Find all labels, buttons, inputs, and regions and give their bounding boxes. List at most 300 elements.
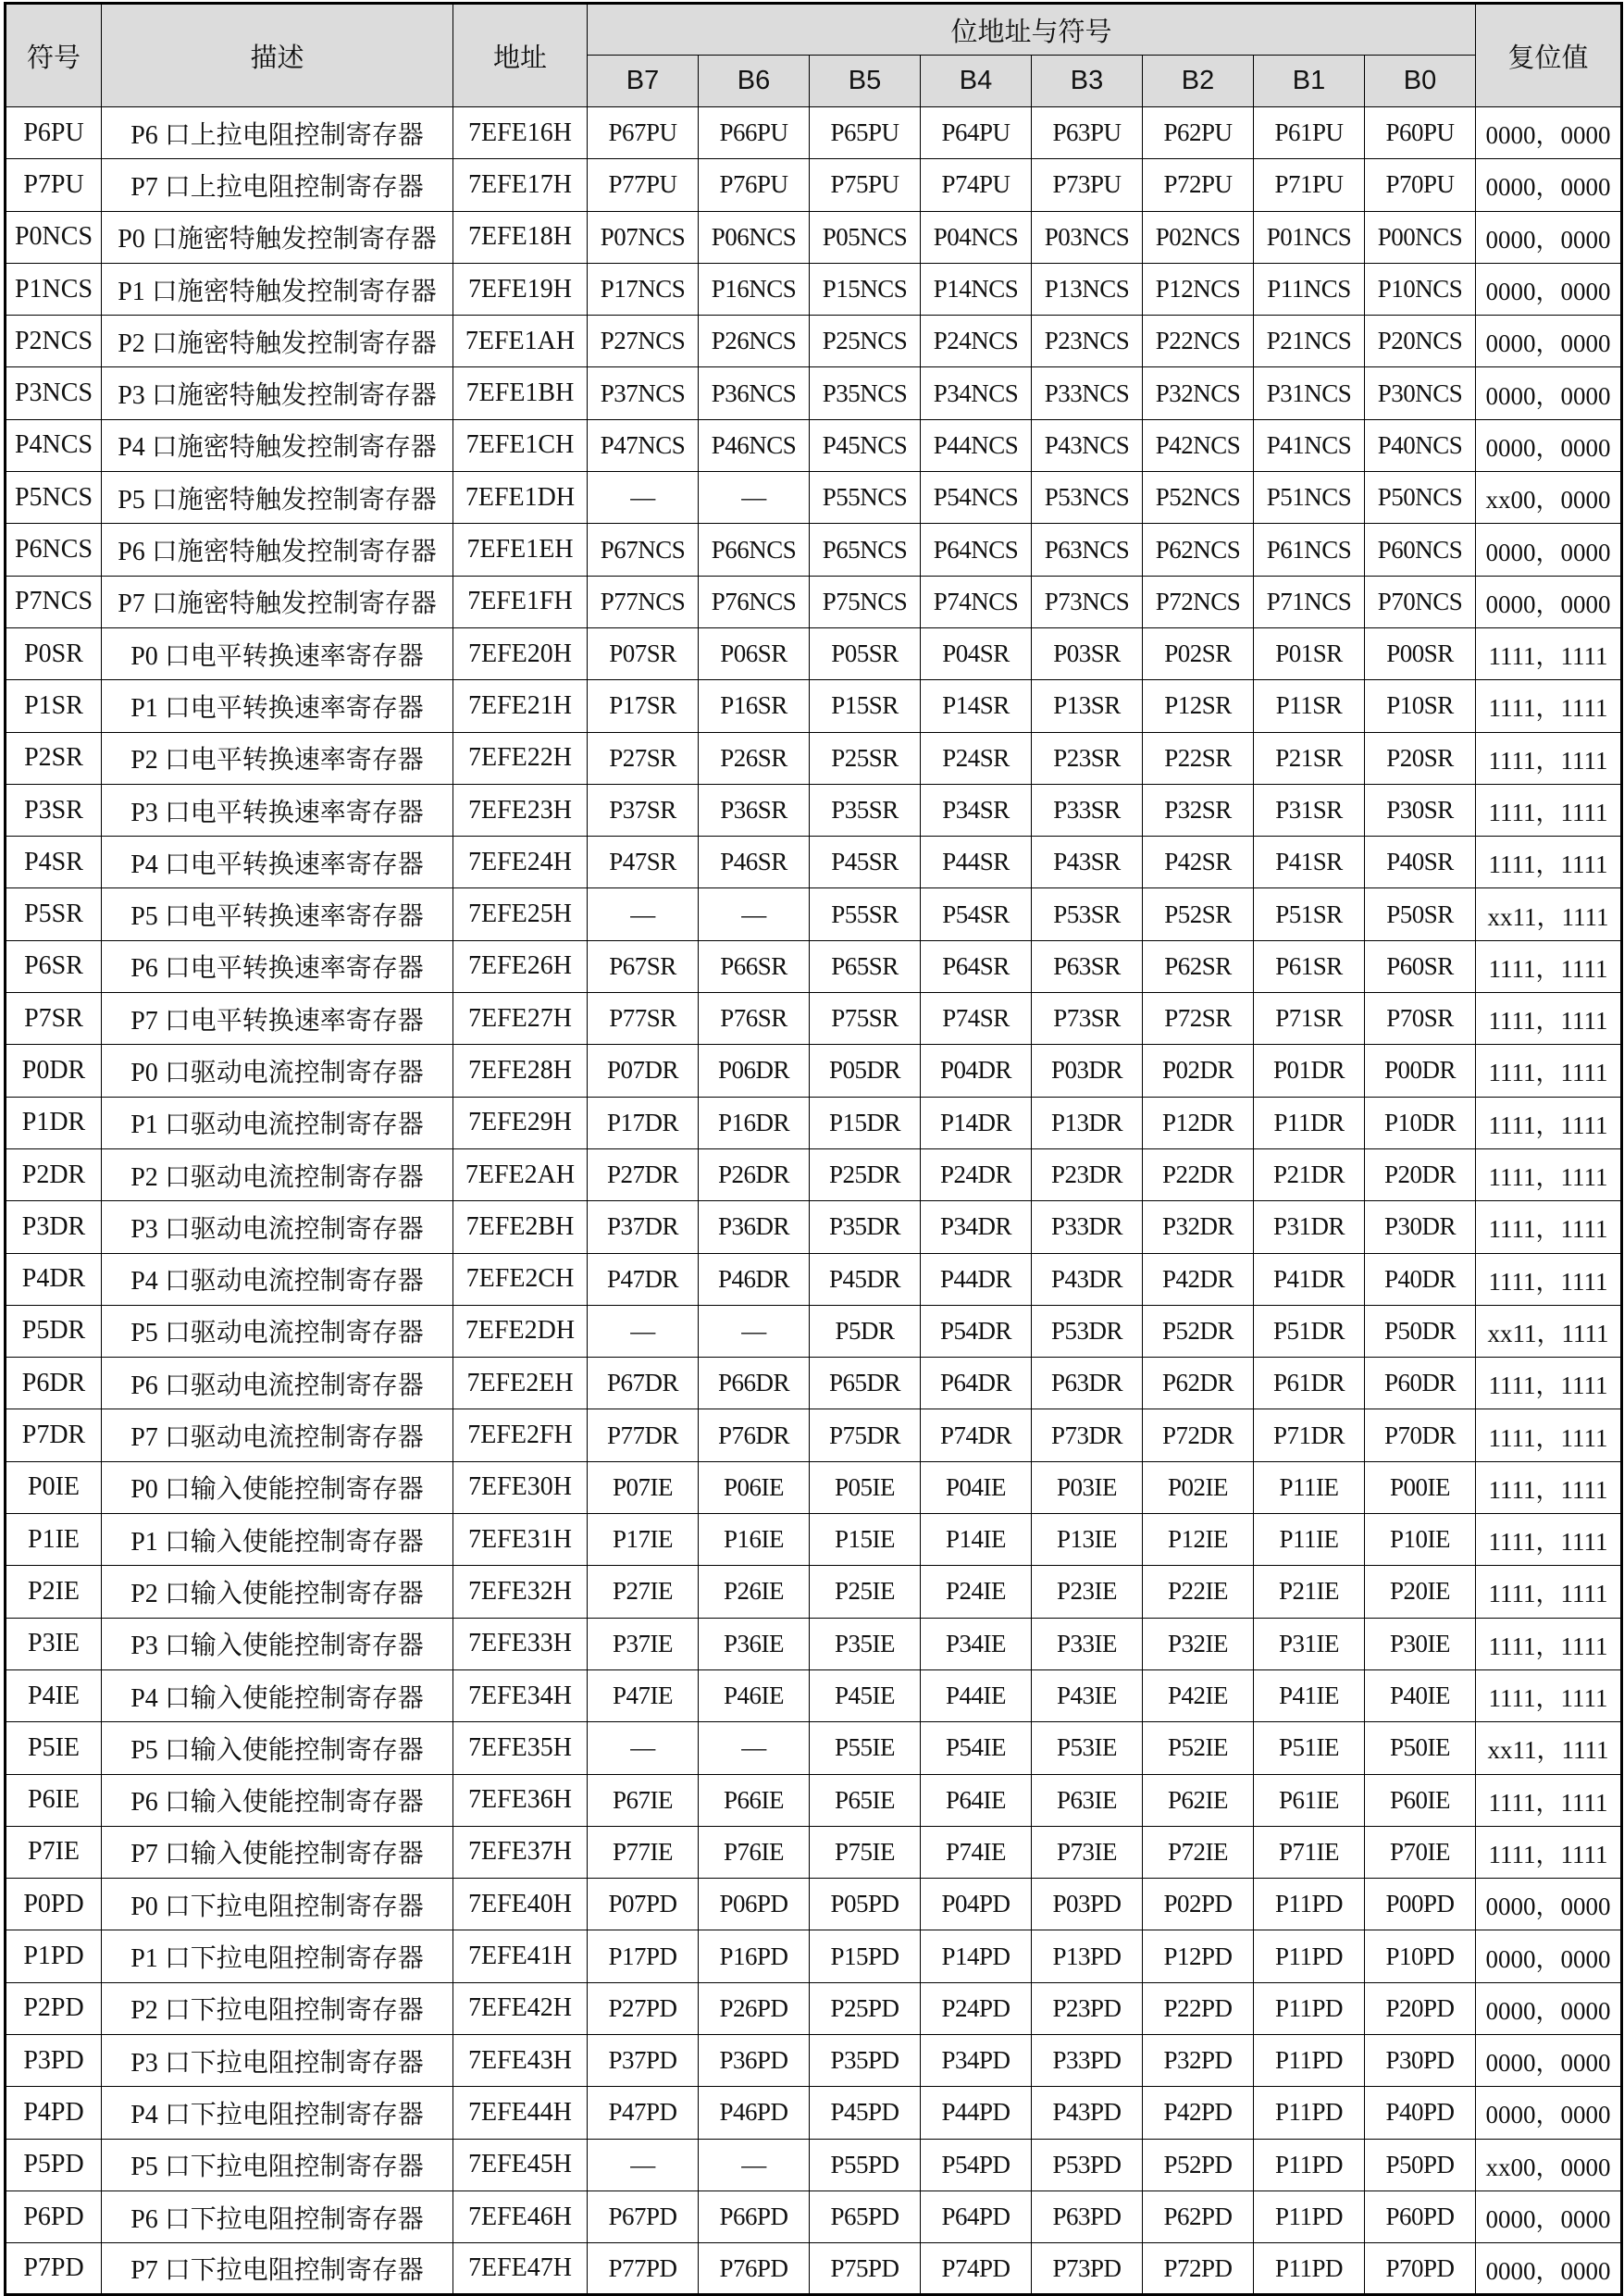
bit-symbol-b7: — bbox=[588, 472, 699, 524]
bit-symbol-b5: P05NCS bbox=[810, 211, 921, 263]
reset-value: 1111，1111 bbox=[1476, 1826, 1622, 1878]
register-description: P3 口电平转换速率寄存器 bbox=[102, 784, 453, 836]
bit-symbol-b7: P77DR bbox=[588, 1409, 699, 1461]
register-description: P0 口下拉电阻控制寄存器 bbox=[102, 1879, 453, 1930]
register-description: P6 口驱动电流控制寄存器 bbox=[102, 1358, 453, 1409]
register-address: 7EFE23H bbox=[453, 784, 588, 836]
bit-symbol-b6: P66IE bbox=[699, 1774, 810, 1826]
bit-symbol-b7: P67DR bbox=[588, 1358, 699, 1409]
table-row bbox=[6, 837, 1622, 888]
table-row bbox=[6, 993, 1622, 1045]
bit-symbol-b5: P25SR bbox=[810, 732, 921, 784]
bit-symbol-b4: P54NCS bbox=[921, 472, 1032, 524]
reset-value: 0000，0000 bbox=[1476, 211, 1622, 263]
bit-symbol-b7: P77IE bbox=[588, 1826, 699, 1878]
register-address: 7EFE16H bbox=[453, 107, 588, 159]
bit-symbol-b4: P54PD bbox=[921, 2139, 1032, 2191]
bit-symbol-b7: — bbox=[588, 888, 699, 940]
bit-symbol-b1: P41IE bbox=[1254, 1669, 1365, 1721]
bit-symbol-b5: P15NCS bbox=[810, 263, 921, 315]
header-bit-b0: B0 bbox=[1365, 56, 1476, 107]
register-address: 7EFE24H bbox=[453, 837, 588, 888]
register-description: P7 口施密特触发控制寄存器 bbox=[102, 576, 453, 627]
bit-symbol-b6: P76IE bbox=[699, 1826, 810, 1878]
register-symbol: P6DR bbox=[6, 1358, 102, 1409]
bit-symbol-b7: P17PD bbox=[588, 1930, 699, 1982]
bit-symbol-b0: P60PU bbox=[1365, 107, 1476, 159]
bit-symbol-b4: P74SR bbox=[921, 993, 1032, 1045]
bit-symbol-b2: P12IE bbox=[1143, 1514, 1254, 1566]
bit-symbol-b7: P37NCS bbox=[588, 367, 699, 419]
bit-symbol-b0: P30DR bbox=[1365, 1201, 1476, 1253]
bit-symbol-b6: P36IE bbox=[699, 1618, 810, 1669]
table-row bbox=[6, 1774, 1622, 1826]
bit-symbol-b3: P13DR bbox=[1032, 1097, 1143, 1148]
bit-symbol-b6: P06DR bbox=[699, 1045, 810, 1097]
register-description: P4 口下拉电阻控制寄存器 bbox=[102, 2087, 453, 2139]
bit-symbol-b3: P53PD bbox=[1032, 2139, 1143, 2191]
bit-symbol-b1: P31DR bbox=[1254, 1201, 1365, 1253]
bit-symbol-b3: P23SR bbox=[1032, 732, 1143, 784]
bit-symbol-b0: P40SR bbox=[1365, 837, 1476, 888]
header-symbol: 符号 bbox=[6, 4, 102, 107]
bit-symbol-b0: P60IE bbox=[1365, 1774, 1476, 1826]
bit-symbol-b2: P52DR bbox=[1143, 1305, 1254, 1357]
register-symbol: P2IE bbox=[6, 1566, 102, 1618]
register-description: P4 口输入使能控制寄存器 bbox=[102, 1669, 453, 1721]
bit-symbol-b3: P03IE bbox=[1032, 1461, 1143, 1513]
bit-symbol-b4: P14NCS bbox=[921, 263, 1032, 315]
bit-symbol-b2: P52SR bbox=[1143, 888, 1254, 940]
register-address: 7EFE30H bbox=[453, 1461, 588, 1513]
header-bit-b7: B7 bbox=[588, 56, 699, 107]
bit-symbol-b7: P07SR bbox=[588, 627, 699, 679]
table-row bbox=[6, 2087, 1622, 2139]
bit-symbol-b2: P62PU bbox=[1143, 107, 1254, 159]
bit-symbol-b5: P45NCS bbox=[810, 419, 921, 471]
bit-symbol-b0: P60SR bbox=[1365, 940, 1476, 992]
bit-symbol-b0: P10NCS bbox=[1365, 263, 1476, 315]
reset-value: 1111，1111 bbox=[1476, 1097, 1622, 1148]
register-description: P5 口电平转换速率寄存器 bbox=[102, 888, 453, 940]
register-address: 7EFE2FH bbox=[453, 1409, 588, 1461]
register-description: P7 口输入使能控制寄存器 bbox=[102, 1826, 453, 1878]
register-symbol: P5SR bbox=[6, 888, 102, 940]
register-description: P2 口施密特触发控制寄存器 bbox=[102, 316, 453, 367]
register-address: 7EFE42H bbox=[453, 1982, 588, 2034]
bit-symbol-b5: P55PD bbox=[810, 2139, 921, 2191]
bit-symbol-b0: P70PD bbox=[1365, 2243, 1476, 2295]
bit-symbol-b0: P40PD bbox=[1365, 2087, 1476, 2139]
bit-symbol-b3: P23DR bbox=[1032, 1148, 1143, 1200]
register-symbol: P1DR bbox=[6, 1097, 102, 1148]
bit-symbol-b3: P53NCS bbox=[1032, 472, 1143, 524]
bit-symbol-b2: P22PD bbox=[1143, 1982, 1254, 2034]
register-symbol: P0IE bbox=[6, 1461, 102, 1513]
table-row bbox=[6, 1305, 1622, 1357]
bit-symbol-b5: P15DR bbox=[810, 1097, 921, 1148]
reset-value: 1111，1111 bbox=[1476, 1566, 1622, 1618]
bit-symbol-b1: P21NCS bbox=[1254, 316, 1365, 367]
register-symbol: P0NCS bbox=[6, 211, 102, 263]
table-row bbox=[6, 1358, 1622, 1409]
bit-symbol-b0: P40IE bbox=[1365, 1669, 1476, 1721]
register-symbol: P6PU bbox=[6, 107, 102, 159]
register-address: 7EFE45H bbox=[453, 2139, 588, 2191]
bit-symbol-b1: P11PD bbox=[1254, 1930, 1365, 1982]
register-address: 7EFE33H bbox=[453, 1618, 588, 1669]
bit-symbol-b2: P72DR bbox=[1143, 1409, 1254, 1461]
bit-symbol-b6: P46PD bbox=[699, 2087, 810, 2139]
register-symbol: P7SR bbox=[6, 993, 102, 1045]
reset-value: 0000，0000 bbox=[1476, 159, 1622, 211]
register-description: P6 口输入使能控制寄存器 bbox=[102, 1774, 453, 1826]
bit-symbol-b3: P33NCS bbox=[1032, 367, 1143, 419]
bit-symbol-b3: P63IE bbox=[1032, 1774, 1143, 1826]
bit-symbol-b5: P35IE bbox=[810, 1618, 921, 1669]
reset-value: 0000，0000 bbox=[1476, 316, 1622, 367]
bit-symbol-b1: P61IE bbox=[1254, 1774, 1365, 1826]
table-row bbox=[6, 732, 1622, 784]
register-description: P7 口下拉电阻控制寄存器 bbox=[102, 2243, 453, 2295]
reset-value: xx00，0000 bbox=[1476, 2139, 1622, 2191]
bit-symbol-b3: P03SR bbox=[1032, 627, 1143, 679]
register-address: 7EFE44H bbox=[453, 2087, 588, 2139]
bit-symbol-b0: P50DR bbox=[1365, 1305, 1476, 1357]
bit-symbol-b4: P64IE bbox=[921, 1774, 1032, 1826]
bit-symbol-b5: P05IE bbox=[810, 1461, 921, 1513]
bit-symbol-b7: P77SR bbox=[588, 993, 699, 1045]
bit-symbol-b1: P11PD bbox=[1254, 1982, 1365, 2034]
bit-symbol-b1: P71PU bbox=[1254, 159, 1365, 211]
bit-symbol-b7: P37IE bbox=[588, 1618, 699, 1669]
bit-symbol-b6: P16SR bbox=[699, 680, 810, 732]
bit-symbol-b2: P52IE bbox=[1143, 1722, 1254, 1774]
bit-symbol-b1: P01DR bbox=[1254, 1045, 1365, 1097]
table-row bbox=[6, 1930, 1622, 1982]
bit-symbol-b2: P22DR bbox=[1143, 1148, 1254, 1200]
bit-symbol-b5: P5DR bbox=[810, 1305, 921, 1357]
bit-symbol-b2: P12DR bbox=[1143, 1097, 1254, 1148]
register-symbol: P1SR bbox=[6, 680, 102, 732]
bit-symbol-b4: P64SR bbox=[921, 940, 1032, 992]
bit-symbol-b7: P27SR bbox=[588, 732, 699, 784]
bit-symbol-b1: P11IE bbox=[1254, 1514, 1365, 1566]
table-row bbox=[6, 2243, 1622, 2295]
reset-value: xx11，1111 bbox=[1476, 1722, 1622, 1774]
bit-symbol-b5: P55IE bbox=[810, 1722, 921, 1774]
bit-symbol-b1: P51SR bbox=[1254, 888, 1365, 940]
bit-symbol-b6: P06SR bbox=[699, 627, 810, 679]
register-symbol: P3PD bbox=[6, 2034, 102, 2086]
bit-symbol-b4: P14DR bbox=[921, 1097, 1032, 1148]
bit-symbol-b3: P33PD bbox=[1032, 2034, 1143, 2086]
bit-symbol-b7: P67NCS bbox=[588, 524, 699, 576]
reset-value: 0000，0000 bbox=[1476, 263, 1622, 315]
bit-symbol-b4: P34SR bbox=[921, 784, 1032, 836]
bit-symbol-b1: P11SR bbox=[1254, 680, 1365, 732]
bit-symbol-b6: — bbox=[699, 2139, 810, 2191]
register-description: P3 口下拉电阻控制寄存器 bbox=[102, 2034, 453, 2086]
bit-symbol-b7: P37SR bbox=[588, 784, 699, 836]
bit-symbol-b2: P42PD bbox=[1143, 2087, 1254, 2139]
bit-symbol-b6: P26IE bbox=[699, 1566, 810, 1618]
bit-symbol-b1: P21DR bbox=[1254, 1148, 1365, 1200]
reset-value: 1111，1111 bbox=[1476, 1045, 1622, 1097]
reset-value: 1111，1111 bbox=[1476, 1358, 1622, 1409]
bit-symbol-b5: P45DR bbox=[810, 1253, 921, 1305]
reset-value: 1111，1111 bbox=[1476, 784, 1622, 836]
bit-symbol-b2: P02IE bbox=[1143, 1461, 1254, 1513]
bit-symbol-b1: P31IE bbox=[1254, 1618, 1365, 1669]
register-symbol: P4NCS bbox=[6, 419, 102, 471]
register-address: 7EFE2AH bbox=[453, 1148, 588, 1200]
bit-symbol-b5: P25NCS bbox=[810, 316, 921, 367]
bit-symbol-b2: P02PD bbox=[1143, 1879, 1254, 1930]
bit-symbol-b6: P06NCS bbox=[699, 211, 810, 263]
table-row bbox=[6, 1514, 1622, 1566]
register-address: 7EFE1AH bbox=[453, 316, 588, 367]
bit-symbol-b7: P77NCS bbox=[588, 576, 699, 627]
bit-symbol-b5: P05DR bbox=[810, 1045, 921, 1097]
bit-symbol-b7: P77PD bbox=[588, 2243, 699, 2295]
bit-symbol-b3: P43DR bbox=[1032, 1253, 1143, 1305]
bit-symbol-b7: P47DR bbox=[588, 1253, 699, 1305]
register-address: 7EFE28H bbox=[453, 1045, 588, 1097]
register-symbol: P6NCS bbox=[6, 524, 102, 576]
bit-symbol-b4: P04PD bbox=[921, 1879, 1032, 1930]
bit-symbol-b0: P40NCS bbox=[1365, 419, 1476, 471]
bit-symbol-b4: P24DR bbox=[921, 1148, 1032, 1200]
bit-symbol-b0: P60PD bbox=[1365, 2191, 1476, 2242]
table-row bbox=[6, 316, 1622, 367]
bit-symbol-b4: P44IE bbox=[921, 1669, 1032, 1721]
bit-symbol-b7: P67PD bbox=[588, 2191, 699, 2242]
bit-symbol-b1: P41DR bbox=[1254, 1253, 1365, 1305]
table-row bbox=[6, 419, 1622, 471]
bit-symbol-b1: P41NCS bbox=[1254, 419, 1365, 471]
bit-symbol-b7: P27NCS bbox=[588, 316, 699, 367]
bit-symbol-b5: P25IE bbox=[810, 1566, 921, 1618]
register-address: 7EFE27H bbox=[453, 993, 588, 1045]
bit-symbol-b5: P45PD bbox=[810, 2087, 921, 2139]
bit-symbol-b7: P47PD bbox=[588, 2087, 699, 2139]
reset-value: 1111，1111 bbox=[1476, 732, 1622, 784]
bit-symbol-b6: P66DR bbox=[699, 1358, 810, 1409]
table-row bbox=[6, 576, 1622, 627]
bit-symbol-b5: P25DR bbox=[810, 1148, 921, 1200]
bit-symbol-b2: P12SR bbox=[1143, 680, 1254, 732]
bit-symbol-b3: P23NCS bbox=[1032, 316, 1143, 367]
bit-symbol-b4: P74DR bbox=[921, 1409, 1032, 1461]
table-row bbox=[6, 2191, 1622, 2242]
register-address: 7EFE46H bbox=[453, 2191, 588, 2242]
table-row bbox=[6, 1618, 1622, 1669]
bit-symbol-b0: P10DR bbox=[1365, 1097, 1476, 1148]
bit-symbol-b4: P04SR bbox=[921, 627, 1032, 679]
bit-symbol-b3: P53DR bbox=[1032, 1305, 1143, 1357]
bit-symbol-b1: P01NCS bbox=[1254, 211, 1365, 263]
reset-value: 1111，1111 bbox=[1476, 1774, 1622, 1826]
reset-value: 0000，0000 bbox=[1476, 419, 1622, 471]
bit-symbol-b1: P71IE bbox=[1254, 1826, 1365, 1878]
bit-symbol-b7: P27DR bbox=[588, 1148, 699, 1200]
bit-symbol-b0: P50IE bbox=[1365, 1722, 1476, 1774]
bit-symbol-b3: P63PD bbox=[1032, 2191, 1143, 2242]
bit-symbol-b6: P76SR bbox=[699, 993, 810, 1045]
bit-symbol-b3: P63SR bbox=[1032, 940, 1143, 992]
register-address: 7EFE36H bbox=[453, 1774, 588, 1826]
register-address: 7EFE25H bbox=[453, 888, 588, 940]
bit-symbol-b7: P17NCS bbox=[588, 263, 699, 315]
bit-symbol-b0: P50SR bbox=[1365, 888, 1476, 940]
bit-symbol-b6: P66PU bbox=[699, 107, 810, 159]
reset-value: 0000，0000 bbox=[1476, 367, 1622, 419]
table-row bbox=[6, 2034, 1622, 2086]
bit-symbol-b7: P17IE bbox=[588, 1514, 699, 1566]
bit-symbol-b7: — bbox=[588, 1722, 699, 1774]
table-row bbox=[6, 1982, 1622, 2034]
register-symbol: P5IE bbox=[6, 1722, 102, 1774]
bit-symbol-b2: P32PD bbox=[1143, 2034, 1254, 2086]
bit-symbol-b5: P45SR bbox=[810, 837, 921, 888]
table-row bbox=[6, 1201, 1622, 1253]
bit-symbol-b2: P62IE bbox=[1143, 1774, 1254, 1826]
bit-symbol-b2: P02SR bbox=[1143, 627, 1254, 679]
bit-symbol-b1: P61DR bbox=[1254, 1358, 1365, 1409]
register-description: P2 口驱动电流控制寄存器 bbox=[102, 1148, 453, 1200]
register-address: 7EFE26H bbox=[453, 940, 588, 992]
bit-symbol-b6: P16PD bbox=[699, 1930, 810, 1982]
bit-symbol-b2: P62NCS bbox=[1143, 524, 1254, 576]
register-description: P6 口上拉电阻控制寄存器 bbox=[102, 107, 453, 159]
register-symbol: P5NCS bbox=[6, 472, 102, 524]
bit-symbol-b4: P24IE bbox=[921, 1566, 1032, 1618]
bit-symbol-b0: P10IE bbox=[1365, 1514, 1476, 1566]
bit-symbol-b2: P32SR bbox=[1143, 784, 1254, 836]
register-description: P0 口驱动电流控制寄存器 bbox=[102, 1045, 453, 1097]
bit-symbol-b3: P33DR bbox=[1032, 1201, 1143, 1253]
bit-symbol-b2: P32DR bbox=[1143, 1201, 1254, 1253]
table-row bbox=[6, 1879, 1622, 1930]
register-symbol: P4PD bbox=[6, 2087, 102, 2139]
bit-symbol-b2: P72NCS bbox=[1143, 576, 1254, 627]
bit-symbol-b4: P64NCS bbox=[921, 524, 1032, 576]
register-description: P6 口施密特触发控制寄存器 bbox=[102, 524, 453, 576]
register-symbol: P7DR bbox=[6, 1409, 102, 1461]
register-symbol: P7PU bbox=[6, 159, 102, 211]
bit-symbol-b0: P00DR bbox=[1365, 1045, 1476, 1097]
bit-symbol-b3: P03NCS bbox=[1032, 211, 1143, 263]
bit-symbol-b6: P06IE bbox=[699, 1461, 810, 1513]
bit-symbol-b1: P11NCS bbox=[1254, 263, 1365, 315]
table-row bbox=[6, 627, 1622, 679]
bit-symbol-b2: P62DR bbox=[1143, 1358, 1254, 1409]
table-row bbox=[6, 680, 1622, 732]
register-description: P6 口下拉电阻控制寄存器 bbox=[102, 2191, 453, 2242]
bit-symbol-b2: P72PU bbox=[1143, 159, 1254, 211]
bit-symbol-b0: P50PD bbox=[1365, 2139, 1476, 2191]
bit-symbol-b4: P74PU bbox=[921, 159, 1032, 211]
bit-symbol-b2: P42SR bbox=[1143, 837, 1254, 888]
reset-value: 1111，1111 bbox=[1476, 1618, 1622, 1669]
register-symbol: P5PD bbox=[6, 2139, 102, 2191]
bit-symbol-b3: P73IE bbox=[1032, 1826, 1143, 1878]
bit-symbol-b5: P55NCS bbox=[810, 472, 921, 524]
bit-symbol-b1: P31NCS bbox=[1254, 367, 1365, 419]
bit-symbol-b1: P11PD bbox=[1254, 2034, 1365, 2086]
bit-symbol-b2: P02DR bbox=[1143, 1045, 1254, 1097]
bit-symbol-b5: P75IE bbox=[810, 1826, 921, 1878]
bit-symbol-b6: P46SR bbox=[699, 837, 810, 888]
bit-symbol-b5: P05SR bbox=[810, 627, 921, 679]
reset-value: 0000，0000 bbox=[1476, 1930, 1622, 1982]
reset-value: 1111，1111 bbox=[1476, 993, 1622, 1045]
bit-symbol-b0: P00PD bbox=[1365, 1879, 1476, 1930]
bit-symbol-b7: P47NCS bbox=[588, 419, 699, 471]
bit-symbol-b7: P67SR bbox=[588, 940, 699, 992]
register-symbol: P2SR bbox=[6, 732, 102, 784]
bit-symbol-b7: P17SR bbox=[588, 680, 699, 732]
bit-symbol-b6: — bbox=[699, 888, 810, 940]
header-bit-group: 位地址与符号 bbox=[588, 4, 1476, 56]
bit-symbol-b0: P70IE bbox=[1365, 1826, 1476, 1878]
bit-symbol-b3: P73PD bbox=[1032, 2243, 1143, 2295]
table-row bbox=[6, 1097, 1622, 1148]
bit-symbol-b4: P14PD bbox=[921, 1930, 1032, 1982]
register-description: P2 口下拉电阻控制寄存器 bbox=[102, 1982, 453, 2034]
reset-value: 0000，0000 bbox=[1476, 1982, 1622, 2034]
register-symbol: P5DR bbox=[6, 1305, 102, 1357]
reset-value: 1111，1111 bbox=[1476, 627, 1622, 679]
table-row bbox=[6, 1566, 1622, 1618]
bit-symbol-b2: P02NCS bbox=[1143, 211, 1254, 263]
bit-symbol-b4: P04NCS bbox=[921, 211, 1032, 263]
bit-symbol-b2: P42DR bbox=[1143, 1253, 1254, 1305]
register-description: P7 口驱动电流控制寄存器 bbox=[102, 1409, 453, 1461]
bit-symbol-b0: P60DR bbox=[1365, 1358, 1476, 1409]
bit-symbol-b3: P43SR bbox=[1032, 837, 1143, 888]
bit-symbol-b3: P03DR bbox=[1032, 1045, 1143, 1097]
register-description: P1 口施密特触发控制寄存器 bbox=[102, 263, 453, 315]
bit-symbol-b4: P14IE bbox=[921, 1514, 1032, 1566]
header-bit-b5: B5 bbox=[810, 56, 921, 107]
table-row bbox=[6, 1148, 1622, 1200]
bit-symbol-b6: P26NCS bbox=[699, 316, 810, 367]
bit-symbol-b6: P76NCS bbox=[699, 576, 810, 627]
bit-symbol-b2: P72IE bbox=[1143, 1826, 1254, 1878]
bit-symbol-b4: P64DR bbox=[921, 1358, 1032, 1409]
bit-symbol-b6: P76DR bbox=[699, 1409, 810, 1461]
header-bit-b4: B4 bbox=[921, 56, 1032, 107]
bit-symbol-b4: P74NCS bbox=[921, 576, 1032, 627]
register-symbol: P1IE bbox=[6, 1514, 102, 1566]
register-address: 7EFE17H bbox=[453, 159, 588, 211]
table-row bbox=[6, 940, 1622, 992]
bit-symbol-b5: P65PU bbox=[810, 107, 921, 159]
bit-symbol-b7: P17DR bbox=[588, 1097, 699, 1148]
table-row bbox=[6, 107, 1622, 159]
bit-symbol-b3: P13IE bbox=[1032, 1514, 1143, 1566]
bit-symbol-b7: P07DR bbox=[588, 1045, 699, 1097]
header-bit-b6: B6 bbox=[699, 56, 810, 107]
header-bit-b2: B2 bbox=[1143, 56, 1254, 107]
bit-symbol-b7: P67IE bbox=[588, 1774, 699, 1826]
bit-symbol-b2: P42IE bbox=[1143, 1669, 1254, 1721]
bit-symbol-b2: P52PD bbox=[1143, 2139, 1254, 2191]
reset-value: 0000，0000 bbox=[1476, 107, 1622, 159]
register-address: 7EFE29H bbox=[453, 1097, 588, 1148]
